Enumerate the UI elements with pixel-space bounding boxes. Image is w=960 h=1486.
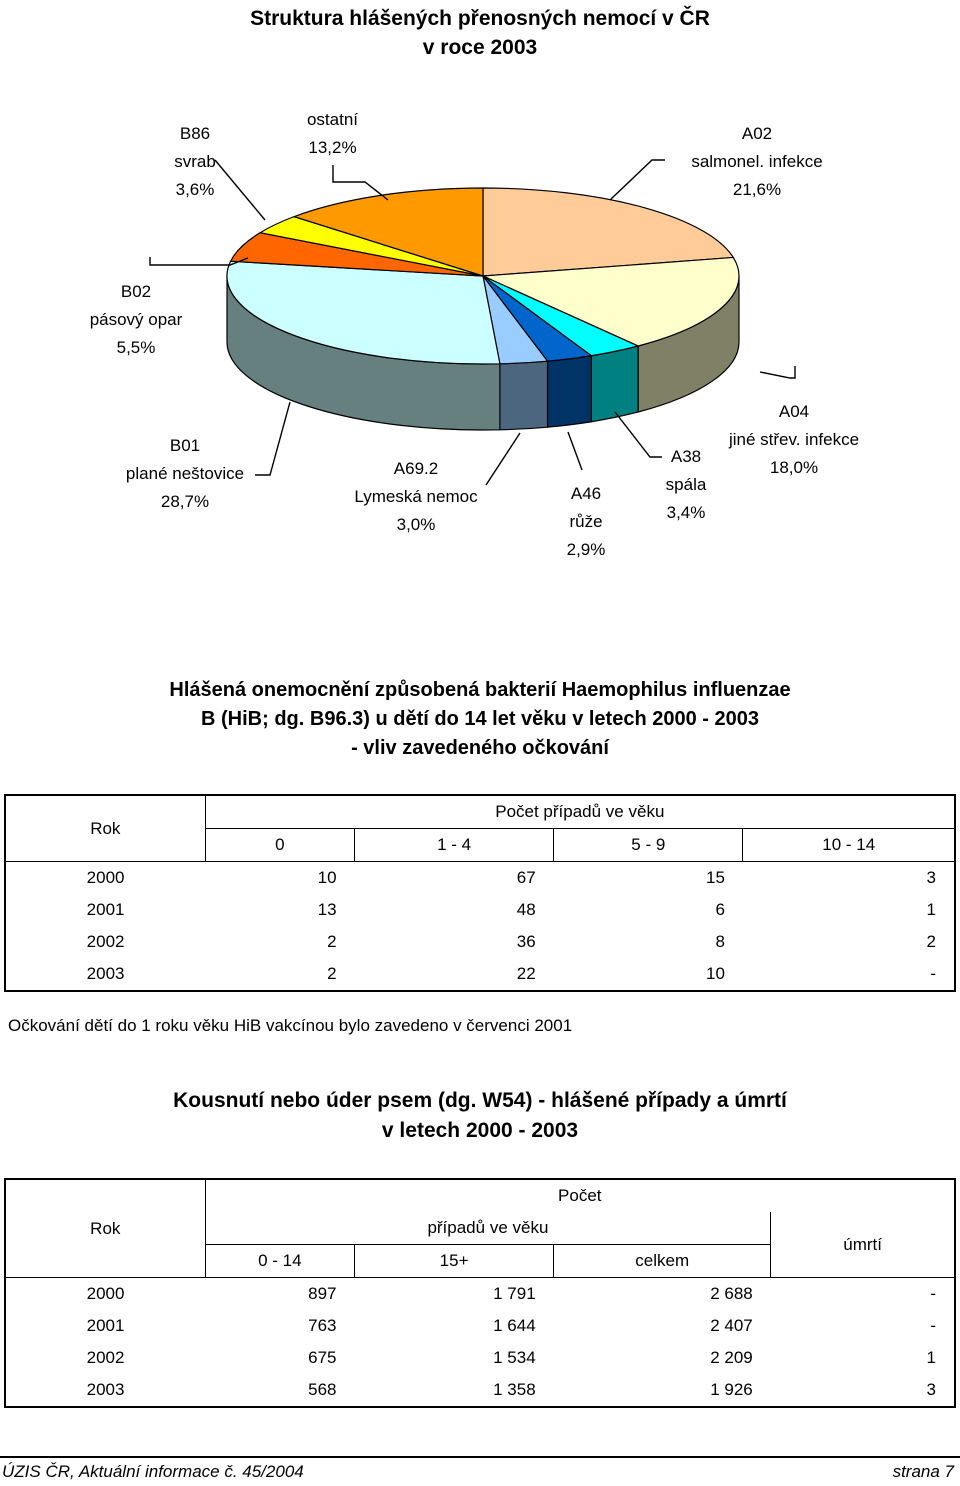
value-cell: 2 407 bbox=[710, 1316, 753, 1335]
vaccination-note: Očkování dětí do 1 roku věku HiB vakcínou bylo zavedeno v červenci 2001 bbox=[8, 1016, 573, 1035]
value-cell: 1 534 bbox=[493, 1348, 536, 1367]
year-cell: 2001 bbox=[86, 1316, 125, 1335]
value-cell: 6 bbox=[715, 900, 725, 919]
chart-title bbox=[0, 4, 960, 62]
label-a04: A04 jiné střev. infekce 18,0% bbox=[728, 402, 860, 477]
deaths-cell: 1 bbox=[926, 1348, 936, 1367]
value-cell: 48 bbox=[516, 900, 536, 919]
footer-source: ÚZIS ČR, Aktuální informace č. 45/2004 bbox=[2, 1462, 304, 1481]
dog-subgroup-header: případů ve věku bbox=[205, 1212, 771, 1245]
dog-title-line-2: v letech 2000 - 2003 bbox=[381, 1119, 579, 1142]
table-row bbox=[6, 862, 954, 895]
value-cell: 1 644 bbox=[493, 1316, 536, 1335]
value-cell: 1 bbox=[926, 900, 936, 919]
hib-title-line-2: B (HiB; dg. B96.3) u dětí do 14 let věku v letech 2000 - 2003 bbox=[201, 708, 759, 730]
leader-line bbox=[255, 402, 290, 475]
table-row bbox=[6, 1310, 954, 1342]
hib-col-header: 10 - 14 bbox=[743, 829, 954, 862]
value-cell: 2 bbox=[327, 932, 337, 951]
table-row bbox=[6, 1342, 954, 1374]
label-a692: A69.2 Lymeská nemoc 3,0% bbox=[354, 459, 478, 534]
label-ostatni: ostatní 13,2% bbox=[306, 110, 359, 157]
hib-table bbox=[4, 794, 956, 992]
dog-col-header: celkem bbox=[554, 1245, 771, 1278]
value-cell: 1 926 bbox=[710, 1380, 753, 1399]
pie-side-a38 bbox=[591, 346, 638, 422]
value-cell: 568 bbox=[308, 1380, 337, 1399]
hib-group-header: Počet případů ve věku bbox=[205, 796, 954, 829]
table-row bbox=[6, 894, 954, 926]
value-cell: 36 bbox=[516, 932, 536, 951]
dog-bite-table bbox=[4, 1178, 956, 1408]
table-row bbox=[6, 1278, 954, 1311]
label-b86: B86 svrab 3,6% bbox=[174, 124, 216, 199]
hib-rok-header: Rok bbox=[6, 796, 205, 862]
pie-tops bbox=[227, 188, 739, 364]
footer-divider bbox=[0, 1456, 960, 1458]
value-cell: 67 bbox=[516, 868, 536, 887]
hib-col-header: 1 - 4 bbox=[355, 829, 554, 862]
leader-line bbox=[760, 366, 795, 378]
dog-group-header: Počet bbox=[205, 1180, 954, 1212]
value-cell: 8 bbox=[715, 932, 725, 951]
label-b02: B02 pásový opar 5,5% bbox=[89, 282, 183, 357]
table-row bbox=[6, 1374, 954, 1406]
hib-title-line-3: - vliv zavedeného očkování bbox=[351, 737, 609, 759]
pie-side-a69-2 bbox=[500, 361, 548, 430]
chart-title-line-1: Struktura hlášených přenosných nemocí v ČR bbox=[250, 7, 710, 30]
label-a02: A02 salmonel. infekce 21,6% bbox=[691, 124, 823, 199]
value-cell: 10 bbox=[317, 868, 337, 887]
dog-title-line-1: Kousnutí nebo úder psem (dg. W54) - hlášené případy a úmrtí bbox=[173, 1089, 787, 1112]
year-cell: 2003 bbox=[86, 1380, 125, 1399]
value-cell: - bbox=[930, 964, 936, 983]
dog-deaths-header: úmrtí bbox=[771, 1212, 954, 1278]
hib-section-title bbox=[0, 676, 960, 763]
leader-line bbox=[568, 432, 582, 470]
label-b01: B01 plané neštovice 28,7% bbox=[125, 436, 245, 511]
dog-col-header: 15+ bbox=[355, 1245, 554, 1278]
hib-col-header: 0 bbox=[205, 829, 354, 862]
value-cell: 2 688 bbox=[710, 1284, 753, 1303]
year-cell: 2001 bbox=[86, 900, 125, 919]
value-cell: 1 791 bbox=[493, 1284, 536, 1303]
value-cell: 3 bbox=[926, 868, 936, 887]
value-cell: 1 358 bbox=[493, 1380, 536, 1399]
label-a46: A46 růže 2,9% bbox=[566, 484, 606, 559]
hib-title-line-1: Hlášená onemocnění způsobená bakterií Haemophilus influenzae bbox=[169, 679, 791, 701]
value-cell: 897 bbox=[308, 1284, 337, 1303]
table-row bbox=[6, 926, 954, 958]
dog-col-header: 0 - 14 bbox=[205, 1245, 354, 1278]
value-cell: 2 bbox=[926, 932, 936, 951]
dog-bite-section-title bbox=[0, 1086, 960, 1146]
year-cell: 2002 bbox=[86, 1348, 125, 1367]
value-cell: 2 209 bbox=[710, 1348, 753, 1367]
leader-line bbox=[610, 160, 665, 200]
deaths-cell: 3 bbox=[926, 1380, 936, 1399]
value-cell: 15 bbox=[706, 868, 725, 887]
deaths-cell: - bbox=[930, 1284, 936, 1303]
value-cell: 13 bbox=[317, 900, 337, 919]
chart-title-line-2: v roce 2003 bbox=[422, 36, 538, 59]
value-cell: 675 bbox=[308, 1348, 337, 1367]
year-cell: 2003 bbox=[86, 964, 125, 983]
value-cell: 2 bbox=[327, 964, 337, 983]
year-cell: 2000 bbox=[86, 868, 125, 887]
hib-col-header: 5 - 9 bbox=[554, 829, 743, 862]
value-cell: 763 bbox=[308, 1316, 337, 1335]
leader-line bbox=[333, 165, 388, 200]
label-a38: A38 spála 3,4% bbox=[665, 447, 707, 522]
footer-page-number: strana 7 bbox=[892, 1462, 954, 1481]
pie-side-a46 bbox=[548, 356, 592, 427]
year-cell: 2000 bbox=[86, 1284, 125, 1303]
table-row bbox=[6, 958, 954, 990]
year-cell: 2002 bbox=[86, 932, 125, 951]
value-cell: 10 bbox=[706, 964, 725, 983]
dog-rok-header: Rok bbox=[6, 1180, 205, 1278]
value-cell: 22 bbox=[516, 964, 536, 983]
deaths-cell: - bbox=[930, 1316, 936, 1335]
